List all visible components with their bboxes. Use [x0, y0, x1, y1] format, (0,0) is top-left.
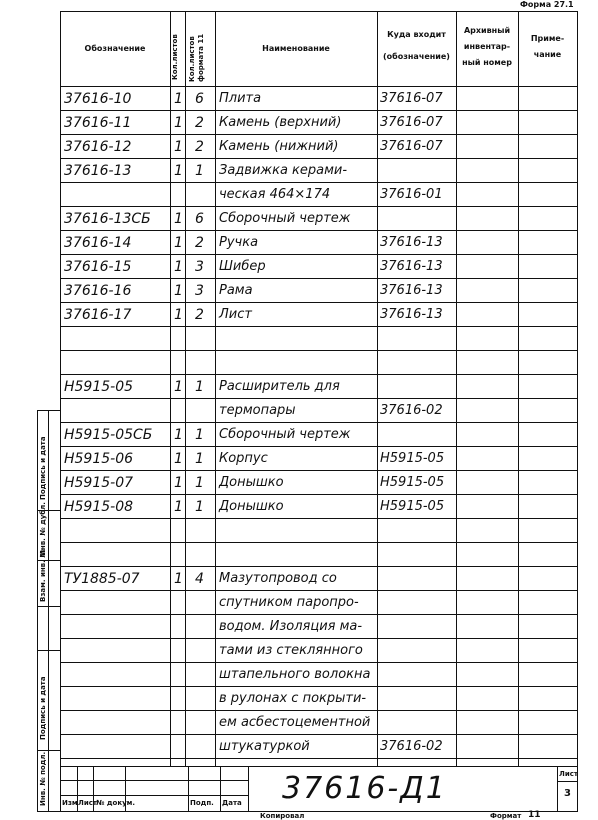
- cell-sheet-count: 1: [174, 91, 183, 107]
- cell-name: ем асбестоцементной: [219, 715, 371, 730]
- cell-name: Мазутопровод со: [219, 571, 337, 586]
- stamp-label-sheet: Лист: [78, 799, 97, 807]
- cell-name: Донышко: [219, 475, 284, 490]
- document-number: 37616-Д1: [282, 771, 447, 806]
- copied-label: Копировал: [260, 812, 305, 820]
- row-line: [60, 302, 577, 303]
- header-name: Наименование: [262, 44, 330, 53]
- cell-name: Камень (верхний): [219, 115, 342, 130]
- row-line: [60, 638, 577, 639]
- row-line: [60, 494, 577, 495]
- cell-name: Рама: [219, 283, 253, 298]
- row-line: [60, 686, 577, 687]
- cell-sheet-count: 1: [174, 139, 183, 155]
- header-sheet-count-format: Кол.листов формата 11: [188, 33, 205, 82]
- row-line: [60, 662, 577, 663]
- cell-sheet-format: 6: [195, 91, 204, 107]
- cell-where-used: Н5915-05: [380, 499, 445, 514]
- stamp-col-7: [557, 766, 558, 811]
- stamp-sheet-div: [557, 781, 577, 782]
- cell-sheet-count: 1: [174, 571, 183, 587]
- cell-name: водом. Изоляция ма-: [219, 619, 363, 634]
- cell-where-used: 37616-02: [380, 403, 443, 418]
- cell-where-used: 37616-13: [380, 307, 443, 322]
- cell-name: термопары: [219, 403, 296, 418]
- side-label-signature-1: Подпись и дата: [39, 436, 47, 500]
- side-div-4: [37, 650, 60, 651]
- col-sep-5: [456, 11, 457, 766]
- cell-designation: 37616-16: [64, 283, 132, 299]
- header-where-used-1: Куда входит: [387, 30, 446, 39]
- cell-name: тами из стеклянного: [219, 643, 363, 658]
- form-label: Форма 27.1: [520, 0, 574, 9]
- row-line: [60, 350, 577, 351]
- row-line: [60, 758, 577, 759]
- cell-designation: 37616-13СБ: [64, 211, 151, 227]
- cell-sheet-format: 1: [195, 475, 204, 491]
- cell-designation: 37616-11: [64, 115, 132, 131]
- stamp-label-date: Дата: [222, 799, 242, 807]
- col-sep-6: [518, 11, 519, 766]
- cell-sheet-format: 4: [195, 571, 204, 587]
- header-where-used-2: (обозначение): [383, 52, 450, 61]
- stamp-label-sign: Подп.: [190, 799, 214, 807]
- cell-designation: 37616-17: [64, 307, 132, 323]
- cell-sheet-format: 1: [195, 379, 204, 395]
- cell-sheet-format: 1: [195, 163, 204, 179]
- cell-sheet-count: 1: [174, 307, 183, 323]
- frame-top-line: [60, 11, 577, 12]
- cell-designation: 37616-12: [64, 139, 132, 155]
- stamp-top-line: [60, 766, 577, 767]
- frame-left-line: [60, 11, 61, 811]
- cell-sheet-format: 2: [195, 307, 204, 323]
- col-sep-4: [377, 11, 378, 766]
- header-archive-1: Архивный: [463, 26, 511, 35]
- cell-name: штукатуркой: [219, 739, 310, 754]
- cell-name: Шибер: [219, 259, 266, 274]
- cell-designation: 37616-15: [64, 259, 132, 275]
- row-line: [60, 230, 577, 231]
- cell-name: Сборочный чертеж: [219, 211, 351, 226]
- side-label-signature-2: Подпись и дата: [39, 676, 47, 740]
- cell-sheet-format: 2: [195, 235, 204, 251]
- cell-designation: Н5915-05СБ: [64, 427, 153, 443]
- row-line: [60, 518, 577, 519]
- cell-sheet-format: 1: [195, 499, 204, 515]
- row-line: [60, 110, 577, 111]
- cell-designation: Н5915-08: [64, 499, 134, 515]
- cell-sheet-format: 2: [195, 115, 204, 131]
- row-line: [60, 206, 577, 207]
- side-div-3: [37, 606, 60, 607]
- row-line: [60, 566, 577, 567]
- cell-sheet-count: 1: [174, 451, 183, 467]
- row-line: [60, 446, 577, 447]
- cell-sheet-count: 1: [174, 259, 183, 275]
- cell-name: Корпус: [219, 451, 268, 466]
- cell-designation: ТУ1885-07: [64, 571, 140, 587]
- stamp-sheet-value: 3: [564, 788, 571, 799]
- cell-name: Расширитель для: [219, 379, 340, 394]
- cell-sheet-format: 1: [195, 451, 204, 467]
- cell-name: Лист: [219, 307, 252, 322]
- stamp-col-4: [188, 766, 189, 811]
- side-label-dup-inv: Инв. № дубл.: [39, 502, 47, 556]
- format-number: 11: [528, 810, 541, 820]
- row-line: [60, 422, 577, 423]
- cell-sheet-format: 6: [195, 211, 204, 227]
- side-label-replaced-inv: Взам. инв. №: [39, 549, 47, 602]
- row-line: [60, 326, 577, 327]
- cell-designation: Н5915-06: [64, 451, 134, 467]
- row-line: [60, 158, 577, 159]
- cell-name: Задвижка керами-: [219, 163, 348, 178]
- side-strip-top: [37, 410, 60, 411]
- cell-designation: Н5915-05: [64, 379, 134, 395]
- header-designation: Обозначение: [84, 44, 146, 53]
- cell-designation: 37616-10: [64, 91, 132, 107]
- cell-name: спутником паропро-: [219, 595, 359, 610]
- cell-where-used: 37616-07: [380, 91, 443, 106]
- col-sep-3: [215, 11, 216, 766]
- header-archive-3: ный номер: [462, 58, 512, 67]
- cell-sheet-format: 1: [195, 427, 204, 443]
- cell-sheet-count: 1: [174, 427, 183, 443]
- cell-sheet-format: 2: [195, 139, 204, 155]
- cell-sheet-count: 1: [174, 235, 183, 251]
- row-line: [60, 278, 577, 279]
- stamp-sheet-label: Лист: [559, 770, 578, 778]
- header-line: [60, 86, 577, 87]
- cell-where-used: 37616-07: [380, 115, 443, 130]
- row-line: [60, 182, 577, 183]
- cell-designation: 37616-13: [64, 163, 132, 179]
- cell-name: Плита: [219, 91, 262, 106]
- stamp-label-change: Изм: [62, 799, 78, 807]
- cell-designation: Н5915-07: [64, 475, 134, 491]
- cell-name: Камень (нижний): [219, 139, 339, 154]
- format-label: Формат: [490, 812, 522, 820]
- cell-name: ческая 464×174: [219, 187, 331, 202]
- cell-sheet-count: 1: [174, 115, 183, 131]
- cell-sheet-format: 3: [195, 283, 204, 299]
- row-line: [60, 734, 577, 735]
- cell-sheet-count: 1: [174, 475, 183, 491]
- cell-where-used: 37616-13: [380, 283, 443, 298]
- cell-designation: 37616-14: [64, 235, 132, 251]
- cell-sheet-format: 3: [195, 259, 204, 275]
- cell-where-used: 37616-13: [380, 235, 443, 250]
- cell-where-used: 37616-07: [380, 139, 443, 154]
- cell-sheet-count: 1: [174, 163, 183, 179]
- cell-sheet-count: 1: [174, 379, 183, 395]
- row-line: [60, 542, 577, 543]
- col-sep-2: [185, 11, 186, 766]
- row-line: [60, 374, 577, 375]
- cell-where-used: Н5915-05: [380, 475, 445, 490]
- header-note-2: чание: [533, 50, 562, 59]
- cell-where-used: Н5915-05: [380, 451, 445, 466]
- row-line: [60, 614, 577, 615]
- stamp-col-6: [248, 766, 249, 811]
- cell-name: в рулонах с покрыти-: [219, 691, 367, 706]
- frame-right-line: [577, 11, 578, 811]
- cell-where-used: 37616-13: [380, 259, 443, 274]
- header-archive-2: инвентар-: [463, 42, 511, 51]
- row-line: [60, 710, 577, 711]
- cell-name: Ручка: [219, 235, 259, 250]
- header-note-1: Приме-: [530, 34, 565, 43]
- cell-sheet-count: 1: [174, 283, 183, 299]
- row-line: [60, 254, 577, 255]
- cell-sheet-count: 1: [174, 211, 183, 227]
- row-line: [60, 134, 577, 135]
- row-line: [60, 590, 577, 591]
- row-line: [60, 398, 577, 399]
- stamp-label-doc: № докум.: [96, 799, 136, 807]
- cell-where-used: 37616-02: [380, 739, 443, 754]
- side-label-orig-inv: Инв. № подл.: [39, 751, 47, 806]
- stamp-col-5: [220, 766, 221, 811]
- col-sep-1: [170, 11, 171, 766]
- cell-where-used: 37616-01: [380, 187, 443, 202]
- header-sheet-count: Кол.листов: [171, 34, 179, 80]
- cell-name: Донышко: [219, 499, 284, 514]
- row-line: [60, 470, 577, 471]
- cell-sheet-count: 1: [174, 499, 183, 515]
- cell-name: штапельного волокна: [219, 667, 371, 682]
- cell-name: Сборочный чертеж: [219, 427, 351, 442]
